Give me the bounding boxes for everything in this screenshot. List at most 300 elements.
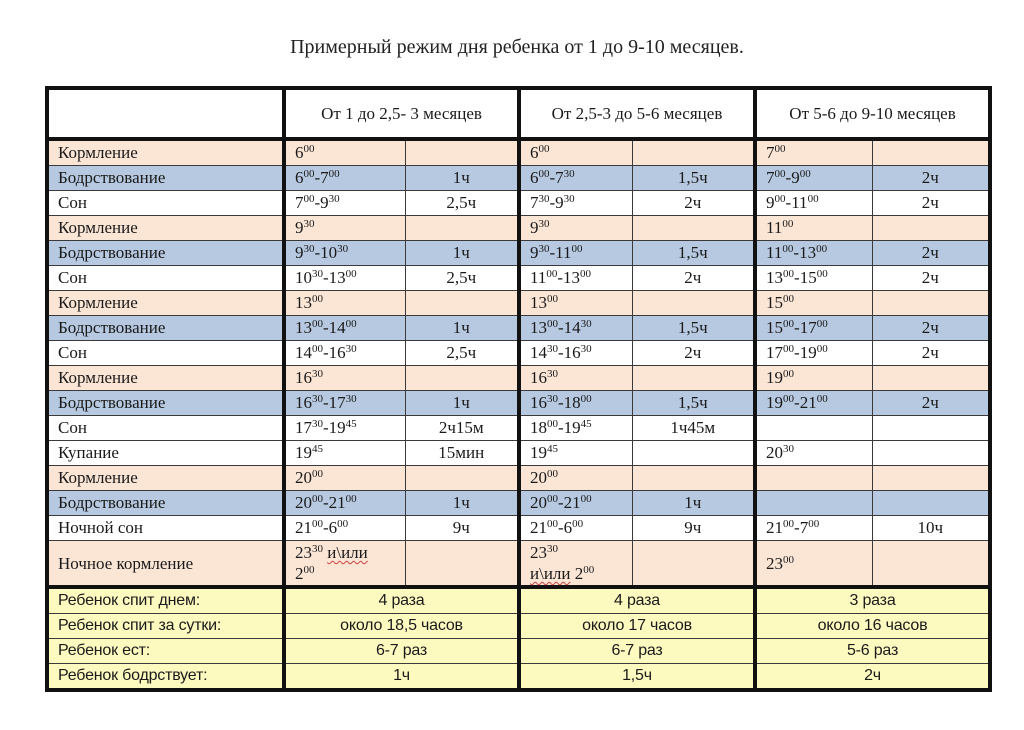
summary-row — [47, 664, 990, 691]
minutes: 30 — [547, 343, 558, 355]
time-cell — [755, 541, 872, 588]
schedule-row — [47, 166, 990, 191]
minutes: 00 — [774, 143, 786, 155]
duration-cell: 1,5ч — [632, 241, 755, 266]
minutes: 00 — [799, 168, 811, 180]
duration-cell: 2ч — [632, 191, 755, 216]
hour: 13 — [295, 293, 312, 312]
hour: 16 — [563, 343, 581, 362]
hour: 9 — [530, 243, 539, 262]
minutes: 00 — [312, 493, 323, 505]
time-cell — [284, 541, 405, 588]
hour: 18 — [530, 418, 547, 437]
range-dash: - — [794, 318, 800, 337]
header-age-1-2.5-3-months: От 1 до 2,5- 3 месяцев — [284, 88, 519, 139]
summary-value: 6-7 раз — [519, 639, 755, 664]
hour: 7 — [555, 168, 564, 187]
minutes: 30 — [312, 543, 323, 555]
schedule-row — [47, 139, 990, 166]
range-dash: - — [314, 193, 321, 212]
minutes: 45 — [547, 443, 558, 455]
minutes: 30 — [783, 443, 795, 455]
hour: 15 — [766, 318, 784, 337]
time-cell — [519, 391, 632, 416]
time-cell — [755, 391, 872, 416]
minutes: 00 — [345, 318, 357, 330]
range-dash: - — [793, 243, 800, 262]
range-dash: - — [558, 418, 564, 437]
minutes: 00 — [547, 293, 558, 305]
minutes: 00 — [783, 293, 795, 305]
schedule-row — [47, 216, 990, 241]
range-dash: - — [785, 193, 792, 212]
range-dash: - — [549, 193, 556, 212]
time-cell — [284, 266, 405, 291]
night-feeding-row — [47, 541, 990, 588]
minutes: 00 — [328, 168, 340, 180]
minutes: 30 — [547, 543, 558, 555]
duration-cell: 1ч — [405, 316, 519, 341]
time-cell — [755, 416, 872, 441]
minutes: 00 — [546, 268, 558, 280]
minutes: 30 — [312, 418, 323, 430]
minutes: 30 — [312, 268, 323, 280]
duration-cell: 1ч — [405, 241, 519, 266]
hour: 10 — [295, 268, 312, 287]
hour: 17 — [295, 418, 312, 437]
range-dash: - — [314, 243, 321, 262]
minutes: 00 — [816, 318, 828, 330]
hour: 19 — [563, 418, 581, 437]
time-cell — [519, 139, 632, 166]
duration-cell: 2ч — [872, 241, 990, 266]
activity-label: Ночное кормление — [47, 541, 284, 588]
minutes: 00 — [808, 518, 820, 530]
hour: 23 — [766, 553, 784, 573]
schedule-row — [47, 366, 990, 391]
hour: 7 — [766, 143, 775, 162]
time-cell — [284, 441, 405, 466]
hour: 7 — [799, 518, 809, 537]
summary-value: 2ч — [755, 664, 990, 691]
activity-label: Бодрствование — [47, 241, 284, 266]
schedule-row — [47, 491, 990, 516]
range-dash: - — [794, 268, 800, 287]
hour: 21 — [766, 518, 784, 537]
minutes: 30 — [312, 393, 323, 405]
range-dash: - — [558, 343, 564, 362]
or-conjunction: и\или — [327, 543, 368, 562]
time-cell — [284, 491, 405, 516]
range-dash: - — [558, 318, 564, 337]
minutes: 30 — [563, 168, 575, 180]
range-dash: - — [314, 168, 321, 187]
time-cell — [284, 316, 405, 341]
minutes: 00 — [782, 218, 794, 230]
duration-cell — [872, 366, 990, 391]
hour: 13 — [563, 268, 581, 287]
minutes: 30 — [312, 368, 323, 380]
activity-label: Сон — [47, 341, 284, 366]
minutes: 00 — [583, 564, 595, 576]
duration-cell: 2ч — [872, 191, 990, 216]
duration-cell — [632, 441, 755, 466]
hour: 17 — [328, 393, 346, 412]
schedule-table — [45, 86, 992, 692]
hour: 14 — [295, 343, 312, 362]
time-cell — [755, 166, 872, 191]
hour: 16 — [328, 343, 346, 362]
hour: 6 — [530, 168, 539, 187]
duration-cell — [405, 216, 519, 241]
duration-cell: 2ч — [632, 341, 755, 366]
minutes: 00 — [303, 143, 315, 155]
hour: 19 — [799, 343, 817, 362]
minutes: 00 — [345, 268, 357, 280]
minutes: 45 — [580, 418, 592, 430]
hour: 19 — [766, 368, 784, 387]
time-cell — [755, 316, 872, 341]
hour: 19 — [530, 443, 547, 462]
summary-label: Ребенок ест: — [47, 639, 284, 664]
hour: 11 — [766, 218, 783, 237]
duration-cell: 2ч — [872, 341, 990, 366]
minutes: 00 — [816, 343, 828, 355]
minutes: 30 — [328, 193, 340, 205]
summary-value: 1,5ч — [519, 664, 755, 691]
minutes: 00 — [783, 553, 795, 566]
time-cell — [284, 466, 405, 491]
hour: 7 — [295, 193, 304, 212]
minutes: 00 — [312, 518, 323, 530]
minutes: 00 — [783, 343, 795, 355]
duration-cell: 1ч — [405, 491, 519, 516]
duration-cell: 2,5ч — [405, 266, 519, 291]
duration-cell: 1ч — [405, 166, 519, 191]
time-cell — [519, 291, 632, 316]
activity-label: Бодрствование — [47, 491, 284, 516]
range-dash: - — [558, 393, 564, 412]
hour: 7 — [320, 168, 329, 187]
duration-cell: 2,5ч — [405, 191, 519, 216]
minutes: 00 — [816, 393, 828, 405]
schedule-row — [47, 266, 990, 291]
hour: 20 — [295, 493, 312, 512]
time-cell — [284, 191, 405, 216]
minutes: 00 — [783, 518, 795, 530]
minutes: 00 — [337, 518, 349, 530]
time-cell — [519, 316, 632, 341]
minutes: 00 — [312, 343, 323, 355]
activity-label: Кормление — [47, 216, 284, 241]
time-cell — [284, 139, 405, 166]
minutes: 00 — [538, 143, 550, 155]
time-cell — [519, 216, 632, 241]
time-cell — [755, 441, 872, 466]
schedule-row — [47, 516, 990, 541]
minutes: 00 — [303, 193, 315, 205]
time-cell — [519, 491, 632, 516]
time-cell — [519, 191, 632, 216]
hour: 15 — [766, 293, 784, 312]
minutes: 00 — [580, 268, 592, 280]
minutes: 00 — [572, 518, 584, 530]
minutes: 30 — [303, 243, 315, 255]
minutes: 30 — [580, 343, 592, 355]
range-dash: - — [323, 343, 329, 362]
time-cell — [519, 266, 632, 291]
duration-cell — [632, 139, 755, 166]
minutes: 00 — [312, 468, 323, 480]
minutes: 30 — [345, 343, 357, 355]
schedule-row — [47, 291, 990, 316]
duration-cell: 10ч — [872, 516, 990, 541]
duration-cell — [632, 466, 755, 491]
hour: 21 — [295, 518, 312, 537]
hour: 14 — [563, 318, 581, 337]
hour: 16 — [295, 393, 312, 412]
minutes: 00 — [312, 293, 323, 305]
hour: 11 — [791, 193, 808, 212]
activity-label: Кормление — [47, 139, 284, 166]
minutes: 00 — [547, 493, 558, 505]
minutes: 00 — [547, 518, 558, 530]
schedule-row — [47, 241, 990, 266]
minutes: 00 — [783, 318, 795, 330]
range-dash: - — [785, 168, 792, 187]
minutes: 00 — [303, 564, 315, 576]
duration-cell: 9ч — [632, 516, 755, 541]
header-age-5-6-to-9-10-months: От 5-6 до 9-10 месяцев — [755, 88, 990, 139]
time-cell — [755, 291, 872, 316]
time-cell — [755, 341, 872, 366]
time-cell — [284, 241, 405, 266]
minutes: 30 — [303, 218, 315, 230]
hour: 6 — [328, 518, 338, 537]
hour: 11 — [555, 243, 572, 262]
hour: 15 — [799, 268, 817, 287]
summary-value: 4 раза — [284, 587, 519, 614]
time-cell — [519, 241, 632, 266]
hour: 13 — [530, 293, 547, 312]
schedule-row — [47, 466, 990, 491]
time-cell — [284, 216, 405, 241]
hour: 13 — [530, 318, 547, 337]
activity-label: Кормление — [47, 466, 284, 491]
duration-cell — [872, 541, 990, 588]
hour: 20 — [295, 468, 312, 487]
duration-cell — [872, 441, 990, 466]
minutes: 00 — [345, 493, 357, 505]
activity-label: Бодрствование — [47, 316, 284, 341]
hour: 21 — [799, 393, 817, 412]
time-cell — [284, 341, 405, 366]
minutes: 00 — [783, 368, 795, 380]
minutes: 00 — [580, 493, 592, 505]
hour: 2 — [574, 564, 584, 583]
time-cell — [755, 241, 872, 266]
time-cell — [284, 291, 405, 316]
time-cell — [755, 139, 872, 166]
summary-label: Ребенок спит днем: — [47, 587, 284, 614]
time-cell — [519, 441, 632, 466]
activity-label: Купание — [47, 441, 284, 466]
minutes: 45 — [345, 418, 357, 430]
duration-cell — [872, 216, 990, 241]
duration-cell: 2ч — [632, 266, 755, 291]
summary-row — [47, 614, 990, 639]
time-cell — [519, 516, 632, 541]
minutes: 00 — [312, 318, 323, 330]
summary-label: Ребенок спит за сутки: — [47, 614, 284, 639]
hour: 10 — [320, 243, 338, 262]
duration-cell: 2ч — [872, 391, 990, 416]
minutes: 00 — [774, 168, 786, 180]
duration-cell: 2ч15м — [405, 416, 519, 441]
hour: 20 — [766, 443, 784, 462]
minutes: 30 — [538, 218, 550, 230]
hour: 9 — [530, 218, 539, 237]
schedule-row — [47, 391, 990, 416]
hour: 11 — [530, 268, 547, 287]
hour: 6 — [295, 168, 304, 187]
hour: 16 — [530, 368, 547, 387]
summary-value: 3 раза — [755, 587, 990, 614]
hour: 23 — [530, 543, 547, 562]
minutes: 30 — [345, 393, 357, 405]
schedule-row — [47, 341, 990, 366]
summary-value: 6-7 раз — [284, 639, 519, 664]
duration-cell — [632, 541, 755, 588]
range-dash: - — [323, 393, 329, 412]
hour: 6 — [530, 143, 539, 162]
hour: 23 — [295, 543, 312, 562]
time-cell — [284, 516, 405, 541]
hour: 9 — [295, 218, 304, 237]
hour: 9 — [766, 193, 775, 212]
activity-label: Сон — [47, 266, 284, 291]
minutes: 30 — [337, 243, 349, 255]
duration-cell — [405, 139, 519, 166]
hour: 9 — [295, 243, 304, 262]
hour: 14 — [530, 343, 547, 362]
or-conjunction: и\или — [530, 564, 571, 583]
range-dash: - — [549, 168, 556, 187]
minutes: 30 — [538, 243, 550, 255]
hour: 6 — [295, 143, 304, 162]
activity-label: Кормление — [47, 291, 284, 316]
minutes: 00 — [547, 418, 558, 430]
time-cell — [755, 266, 872, 291]
duration-cell — [632, 216, 755, 241]
minutes: 00 — [580, 393, 592, 405]
page-title: Примерный режим дня ребенка от 1 до 9-10 месяцев. — [290, 36, 744, 58]
minutes: 00 — [816, 243, 828, 255]
duration-cell: 2ч — [872, 166, 990, 191]
activity-label: Бодрствование — [47, 391, 284, 416]
summary-value: около 17 часов — [519, 614, 755, 639]
duration-cell — [632, 291, 755, 316]
summary-value: около 18,5 часов — [284, 614, 519, 639]
duration-cell: 1ч — [405, 391, 519, 416]
header-row — [47, 88, 990, 139]
duration-cell — [872, 416, 990, 441]
range-dash: - — [557, 268, 564, 287]
time-cell — [519, 541, 632, 588]
hour: 13 — [295, 318, 312, 337]
minutes: 00 — [816, 268, 828, 280]
range-dash: - — [549, 243, 556, 262]
summary-row — [47, 587, 990, 614]
hour: 17 — [799, 318, 817, 337]
minutes: 30 — [563, 193, 575, 205]
range-dash: - — [323, 493, 329, 512]
duration-cell: 2,5ч — [405, 341, 519, 366]
hour: 9 — [320, 193, 329, 212]
duration-cell: 9ч — [405, 516, 519, 541]
duration-cell: 1,5ч — [632, 316, 755, 341]
summary-row — [47, 639, 990, 664]
duration-cell: 2ч — [872, 266, 990, 291]
summary-value: 4 раза — [519, 587, 755, 614]
duration-cell: 1ч — [632, 491, 755, 516]
duration-cell — [405, 291, 519, 316]
hour: 19 — [766, 393, 784, 412]
hour: 9 — [555, 193, 564, 212]
hour: 13 — [328, 268, 346, 287]
hour: 16 — [530, 393, 547, 412]
hour: 21 — [563, 493, 581, 512]
time-cell — [755, 216, 872, 241]
activity-label: Ночной сон — [47, 516, 284, 541]
hour: 16 — [295, 368, 312, 387]
time-cell — [284, 391, 405, 416]
summary-label: Ребенок бодрствует: — [47, 664, 284, 691]
hour: 20 — [530, 493, 547, 512]
duration-cell: 1,5ч — [632, 166, 755, 191]
duration-cell: 2ч — [872, 316, 990, 341]
hour: 21 — [328, 493, 346, 512]
hour: 17 — [766, 343, 784, 362]
hour: 13 — [766, 268, 784, 287]
schedule-row — [47, 441, 990, 466]
time-cell — [284, 166, 405, 191]
range-dash: - — [323, 268, 329, 287]
time-cell — [755, 516, 872, 541]
duration-cell: 1ч45м — [632, 416, 755, 441]
minutes: 45 — [312, 443, 323, 455]
summary-value: 1ч — [284, 664, 519, 691]
time-cell — [755, 191, 872, 216]
range-dash: - — [323, 318, 329, 337]
hour: 6 — [563, 518, 573, 537]
schedule-row — [47, 191, 990, 216]
minutes: 00 — [783, 393, 795, 405]
minutes: 30 — [547, 393, 558, 405]
duration-cell — [632, 366, 755, 391]
activity-label: Бодрствование — [47, 166, 284, 191]
duration-cell — [872, 139, 990, 166]
duration-cell: 1,5ч — [632, 391, 755, 416]
hour: 18 — [563, 393, 581, 412]
minutes: 00 — [538, 168, 550, 180]
minutes: 00 — [774, 193, 786, 205]
hour: 11 — [766, 243, 783, 262]
time-cell — [755, 366, 872, 391]
time-cell — [519, 366, 632, 391]
range-dash: - — [558, 493, 564, 512]
minutes: 00 — [547, 468, 558, 480]
